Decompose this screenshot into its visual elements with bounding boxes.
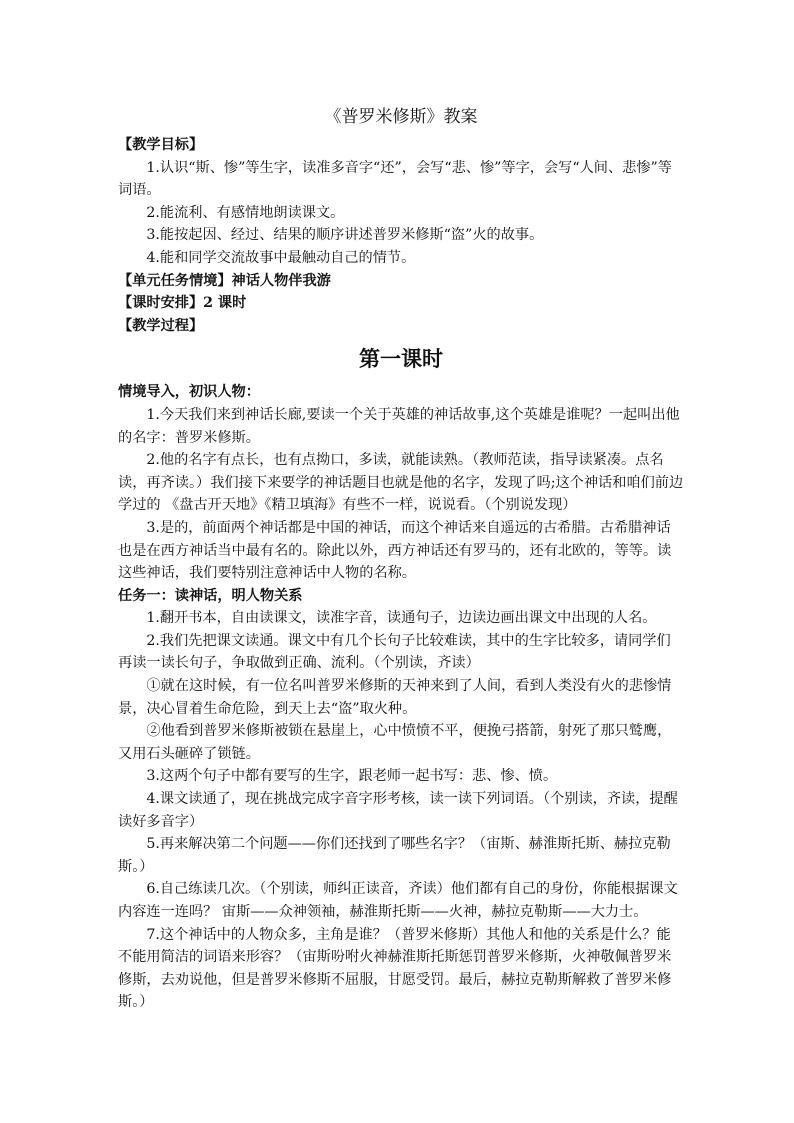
goal-item: 4.能和同学交流故事中最触动自己的情节。 bbox=[146, 249, 416, 266]
task1-paragraph: ②他看到普罗米修斯被锁在悬崖上，心中愤愤不平，便挽弓搭箭，射死了那只鹫鹰，又用石头砸碎了锁链。 bbox=[118, 723, 672, 762]
task1-paragraph: 7.这个神话中的人物众多，主角是谁？（普罗米修斯）其他人和他的关系是什么？能不能用简洁的词语来形容？（宙斯吩咐火神赫淮斯托斯惩罚普罗米修斯，火神敬佩普罗米修斯，去劝说他，但是普罗米修斯不屈服，甘愿受罚。最后，赫拉克勒斯解救了普罗米修斯。） bbox=[118, 926, 672, 1011]
intro-heading: 情境导入，初识人物： bbox=[118, 384, 260, 401]
task1-paragraph: 3.这两个句子中都有要写的生字，跟老师一起书写：悲、惨、愤。 bbox=[146, 768, 558, 785]
intro-paragraph: 3.是的，前面两个神话都是中国的神话，而这个神话来自遥远的古希腊。古希腊神话也是在西方神话当中最有名的。除此以外，西方神话还有罗马的，还有北欧的，等等。读这些神话，我们要特别注意神话中人物的名称。 bbox=[118, 519, 672, 582]
lesson-title: 第一课时 bbox=[359, 346, 443, 372]
goal-item: 2.能流利、有感情地朗读课文。 bbox=[146, 204, 345, 221]
task1-paragraph: 6.自己练读几次。（个别读，师纠正读音，齐读）他们都有自己的身份，你能根据课文内容连一连吗？ 宙斯——众神领袖，赫淮斯托斯——火神，赫拉克勒斯——大力士。 bbox=[118, 881, 678, 920]
task1-paragraph: 1.翻开书本，自由读课文，读准字音，读通句子，边读边画出课文中出现的人名。 bbox=[146, 610, 657, 627]
task1-paragraph: 4.课文读通了，现在挑战完成字音字形考核，读一读下列词语。（个别读，齐读，提醒读好多音字） bbox=[118, 791, 678, 830]
document-title: 《普罗米修斯》教案 bbox=[324, 107, 478, 127]
task1-heading: 任务一：读神话，明人物关系 bbox=[118, 587, 303, 604]
goal-item: 1.认识“斯、惨”等生字，读准多音字“还”，会写“悲、惨”等字，会写“人间、悲惨”等词语。 bbox=[118, 159, 672, 199]
task1-paragraph: 2.我们先把课文读通。课文中有几个长句子比较难读，其中的生字比较多，请同学们再读一读长句子，争取做到正确、流利。（个别读，齐读） bbox=[118, 632, 671, 672]
intro-paragraph: 1.今天我们来到神话长廊,要读一个关于英雄的神话故事,这个英雄是谁呢？一起叫出他的名字：普罗米修斯。 bbox=[118, 406, 680, 446]
schedule-heading: 【课时安排】2 课时 bbox=[118, 295, 247, 312]
intro-paragraph: 2.他的名字有点长，也有点拗口，多读，就能读熟。（教师范读，指导读紧凑。点名读，再齐读。）我们接下来要学的神话题目也就是他的名字，发现了吗;这个神话和咱们前边学过的 《盘古开天地》《精卫填海》有些不一样，说说看。（个别说发现） bbox=[118, 452, 684, 514]
task1-paragraph: ①就在这时候，有一位名叫普罗米修斯的天神来到了人间，看到人类没有火的悲惨情景，决心冒着生命危险，到天上去“盗”取火种。 bbox=[118, 678, 672, 717]
process-heading: 【教学过程】 bbox=[118, 317, 204, 334]
unit-task-heading: 【单元任务情境】神话人物伴我游 bbox=[118, 272, 331, 289]
goal-item: 3.能按起因、经过、结果的顺序讲述普罗米修斯“盗”火的故事。 bbox=[146, 227, 544, 244]
document-page bbox=[118, 100, 684, 1014]
task1-paragraph: 5.再来解决第二个问题——你们还找到了哪些名字？（宙斯、赫淮斯托斯、赫拉克勒斯。） bbox=[118, 836, 671, 875]
goals-heading: 【教学目标】 bbox=[118, 137, 204, 153]
